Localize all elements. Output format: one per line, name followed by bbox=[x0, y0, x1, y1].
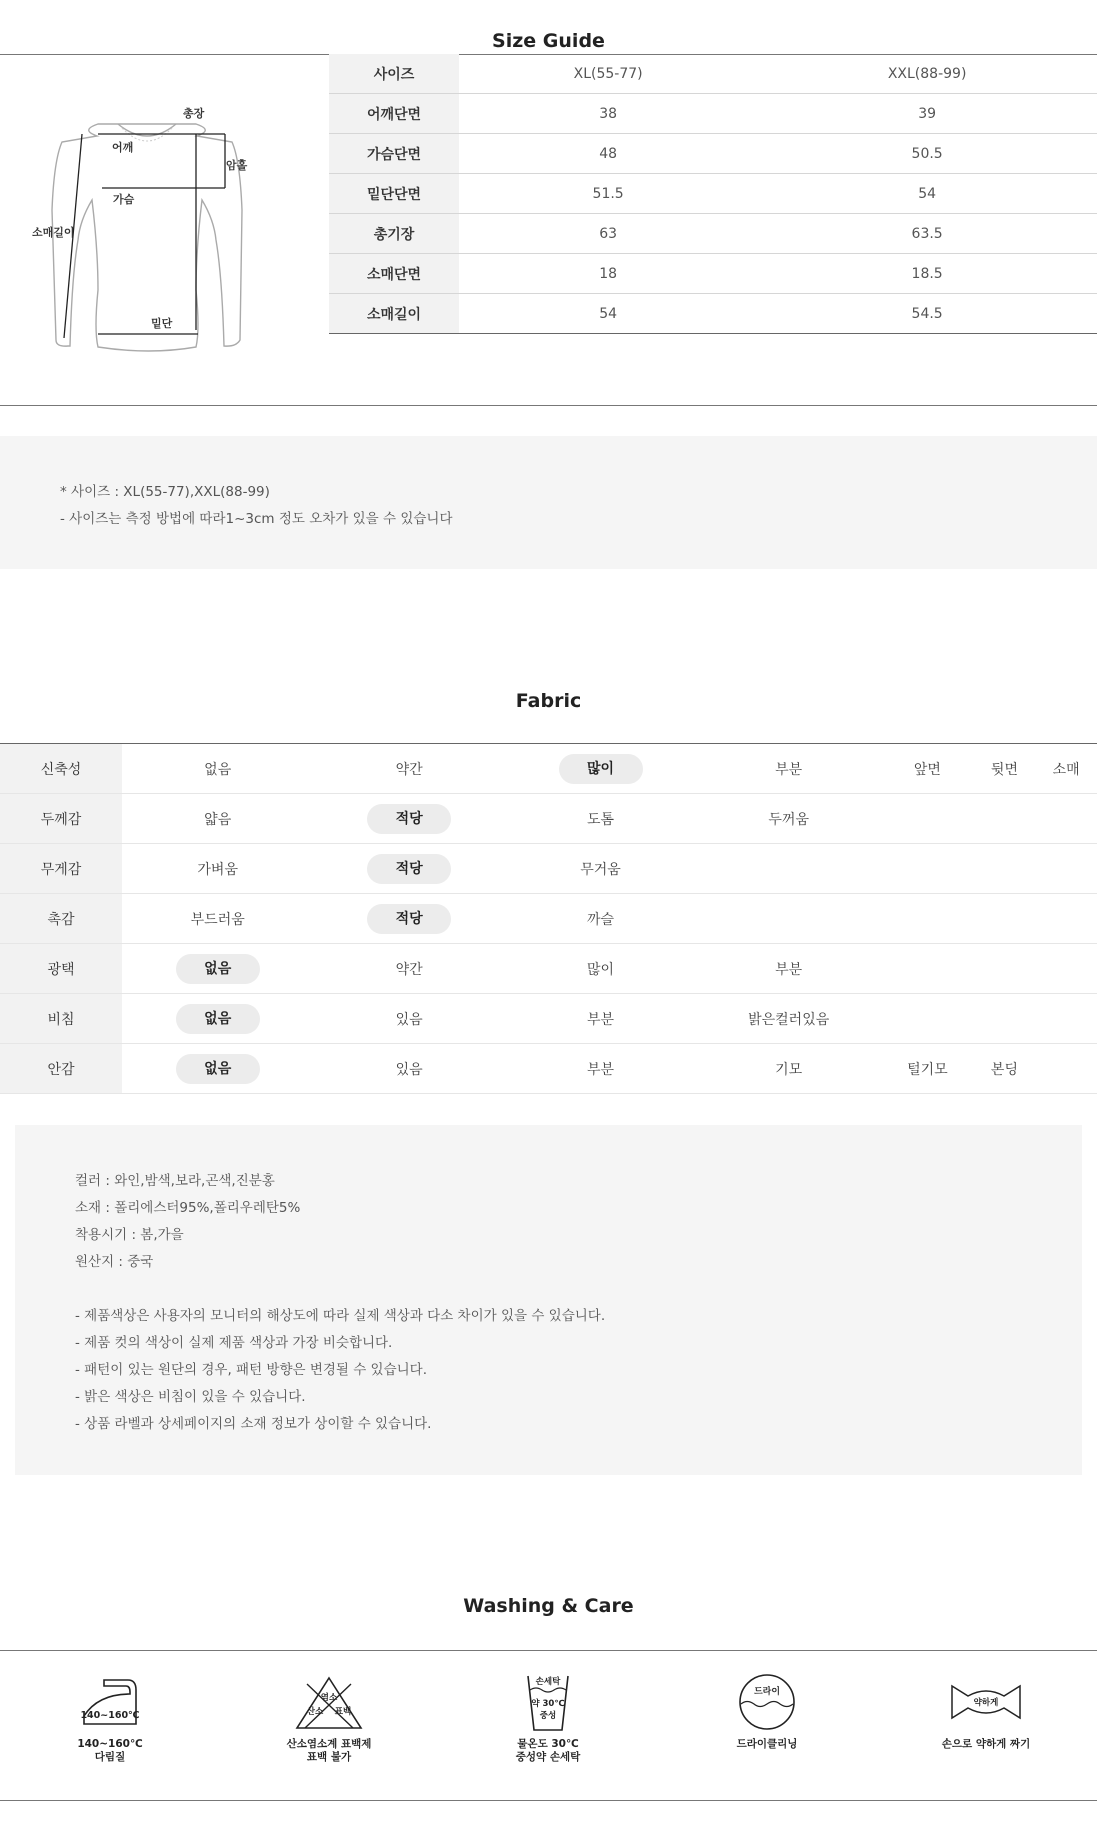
info-line: 원산지 : 중국 bbox=[75, 1254, 154, 1270]
table-row bbox=[329, 94, 1097, 134]
table-cell: 총기장 bbox=[329, 214, 459, 254]
disclaimer-line: - 상품 라벨과 상세페이지의 소재 정보가 상이할 수 있습니다. bbox=[75, 1416, 432, 1432]
fabric-option: 앞면 bbox=[881, 744, 973, 794]
fabric-option: 도톰 bbox=[505, 794, 696, 844]
fabric-option bbox=[974, 894, 1036, 944]
iron-icon bbox=[70, 1672, 150, 1732]
fabric-option bbox=[974, 794, 1036, 844]
fabric-option: 두꺼움 bbox=[696, 794, 881, 844]
selected-pill: 없음 bbox=[176, 1054, 260, 1084]
table-row bbox=[329, 294, 1097, 334]
fabric-option-selected bbox=[122, 1044, 313, 1094]
info-line: 소재 : 폴리에스터95%,폴리우레탄5% bbox=[75, 1200, 301, 1216]
size-guide-title: Size Guide bbox=[492, 30, 605, 52]
table-cell: 소매단면 bbox=[329, 254, 459, 294]
icon-text: 염소 bbox=[320, 1693, 338, 1703]
table-cell: 50.5 bbox=[757, 134, 1097, 174]
fabric-option: 약간 bbox=[313, 744, 504, 794]
dry-clean-icon bbox=[727, 1672, 807, 1732]
hand-wash-icon bbox=[508, 1672, 588, 1732]
table-cell: 39 bbox=[757, 94, 1097, 134]
fabric-option bbox=[881, 994, 973, 1044]
fabric-option bbox=[881, 944, 973, 994]
fabric-row-label: 안감 bbox=[0, 1044, 122, 1094]
fabric-row-label: 신축성 bbox=[0, 744, 122, 794]
fabric-option-selected bbox=[122, 994, 313, 1044]
fabric-option bbox=[974, 944, 1036, 994]
fabric-option: 많이 bbox=[505, 944, 696, 994]
care-item-dry-clean bbox=[667, 1672, 867, 1751]
fabric-option bbox=[1035, 844, 1097, 894]
divider bbox=[0, 1650, 1097, 1651]
fabric-row-label: 무게감 bbox=[0, 844, 122, 894]
fabric-option: 있음 bbox=[313, 994, 504, 1044]
care-label-line2: 표백 불가 bbox=[306, 1751, 352, 1763]
icon-text: 중성 bbox=[539, 1711, 557, 1721]
fabric-option: 부분 bbox=[505, 994, 696, 1044]
disclaimer-line: - 밝은 색상은 비침이 있을 수 있습니다. bbox=[75, 1389, 306, 1405]
fabric-option: 무거움 bbox=[505, 844, 696, 894]
fabric-option: 약간 bbox=[313, 944, 504, 994]
fabric-option-selected bbox=[313, 794, 504, 844]
care-label-line1: 드라이클리닝 bbox=[736, 1738, 798, 1750]
care-item-iron bbox=[10, 1672, 210, 1764]
fabric-row bbox=[0, 844, 1097, 894]
diagram-label-total-length: 총장 bbox=[183, 107, 205, 120]
size-table bbox=[329, 54, 1097, 334]
fabric-row-label: 두께감 bbox=[0, 794, 122, 844]
fabric-option-selected bbox=[505, 744, 696, 794]
iron-icon-text: 140~160℃ bbox=[80, 1710, 140, 1721]
size-notes-box bbox=[0, 436, 1097, 569]
table-header-row bbox=[329, 54, 1097, 94]
wring-gently-icon bbox=[946, 1672, 1026, 1732]
fabric-option: 부드러움 bbox=[122, 894, 313, 944]
table-header: XXL(88-99) bbox=[757, 54, 1097, 94]
care-label bbox=[886, 1738, 1086, 1751]
table-cell: 51.5 bbox=[459, 174, 757, 214]
fabric-row-label: 촉감 bbox=[0, 894, 122, 944]
fabric-option bbox=[696, 894, 881, 944]
table-cell: 38 bbox=[459, 94, 757, 134]
fabric-option bbox=[1035, 1044, 1097, 1094]
fabric-option bbox=[881, 794, 973, 844]
info-line: 컬러 : 와인,밤색,보라,곤색,진분홍 bbox=[75, 1173, 275, 1189]
table-row bbox=[329, 134, 1097, 174]
table-cell: 가슴단면 bbox=[329, 134, 459, 174]
care-item-hand-wash bbox=[448, 1672, 648, 1764]
selected-pill: 적당 bbox=[367, 904, 451, 934]
table-cell: 54 bbox=[757, 174, 1097, 214]
table-cell: 54 bbox=[459, 294, 757, 334]
fabric-option: 소매 bbox=[1035, 744, 1097, 794]
table-cell: 63.5 bbox=[757, 214, 1097, 254]
fabric-table bbox=[0, 743, 1097, 1094]
size-note: * 사이즈 : XL(55-77),XXL(88-99) bbox=[60, 484, 270, 500]
fabric-option: 뒷면 bbox=[974, 744, 1036, 794]
fabric-option bbox=[881, 844, 973, 894]
care-label bbox=[448, 1738, 648, 1764]
selected-pill: 없음 bbox=[176, 1004, 260, 1034]
selected-pill: 없음 bbox=[176, 954, 260, 984]
care-label-line1: 산소염소계 표백제 bbox=[286, 1738, 372, 1750]
table-header: XL(55-77) bbox=[459, 54, 757, 94]
fabric-row bbox=[0, 744, 1097, 794]
info-line: 착용시기 : 봄,가을 bbox=[75, 1227, 184, 1243]
icon-text: 산소 bbox=[306, 1707, 324, 1717]
fabric-option: 밝은컬러있음 bbox=[696, 994, 881, 1044]
fabric-option: 가벼움 bbox=[122, 844, 313, 894]
care-item-no-bleach bbox=[229, 1672, 429, 1764]
size-note: - 사이즈는 측정 방법에 따라1~3cm 정도 오차가 있을 수 있습니다 bbox=[60, 511, 453, 527]
table-cell: 어깨단면 bbox=[329, 94, 459, 134]
fabric-option: 까슬 bbox=[505, 894, 696, 944]
washing-title: Washing & Care bbox=[463, 1595, 634, 1617]
table-cell: 소매길이 bbox=[329, 294, 459, 334]
fabric-option bbox=[881, 894, 973, 944]
fabric-option: 부분 bbox=[696, 944, 881, 994]
care-label-line2: 중성약 손세탁 bbox=[515, 1751, 581, 1763]
table-header: 사이즈 bbox=[329, 54, 459, 94]
table-cell: 48 bbox=[459, 134, 757, 174]
fabric-option: 털기모 bbox=[881, 1044, 973, 1094]
fabric-row bbox=[0, 1044, 1097, 1094]
fabric-option: 본딩 bbox=[974, 1044, 1036, 1094]
care-label-line2: 다림질 bbox=[94, 1751, 126, 1763]
fabric-row bbox=[0, 794, 1097, 844]
table-cell: 밑단단면 bbox=[329, 174, 459, 214]
divider bbox=[0, 1800, 1097, 1801]
icon-text: 드라이 bbox=[753, 1687, 781, 1697]
table-row bbox=[329, 174, 1097, 214]
care-label-line1: 물온도 30℃ bbox=[517, 1738, 579, 1750]
selected-pill: 적당 bbox=[367, 854, 451, 884]
fabric-option: 얇음 bbox=[122, 794, 313, 844]
fabric-option bbox=[974, 994, 1036, 1044]
diagram-label-chest: 가슴 bbox=[113, 193, 135, 206]
fabric-row-label: 비침 bbox=[0, 994, 122, 1044]
fabric-title: Fabric bbox=[515, 690, 582, 712]
fabric-row bbox=[0, 944, 1097, 994]
fabric-option bbox=[1035, 944, 1097, 994]
table-cell: 54.5 bbox=[757, 294, 1097, 334]
fabric-option: 없음 bbox=[122, 744, 313, 794]
fabric-option: 있음 bbox=[313, 1044, 504, 1094]
fabric-row bbox=[0, 994, 1097, 1044]
fabric-option: 부분 bbox=[505, 1044, 696, 1094]
table-cell: 18 bbox=[459, 254, 757, 294]
fabric-option-selected bbox=[122, 944, 313, 994]
selected-pill: 많이 bbox=[559, 754, 643, 784]
icon-text: 손세탁 bbox=[535, 1677, 561, 1687]
selected-pill: 적당 bbox=[367, 804, 451, 834]
table-cell: 63 bbox=[459, 214, 757, 254]
icon-text: 약 30℃ bbox=[531, 1699, 565, 1709]
fabric-option-selected bbox=[313, 894, 504, 944]
disclaimer-line: - 제품 컷의 색상이 실제 제품 색상과 가장 비슷합니다. bbox=[75, 1335, 393, 1351]
fabric-option bbox=[696, 844, 881, 894]
disclaimer-line: - 패턴이 있는 원단의 경우, 패턴 방향은 변경될 수 있습니다. bbox=[75, 1362, 428, 1378]
diagram-label-shoulder: 어깨 bbox=[112, 141, 134, 154]
fabric-option bbox=[1035, 994, 1097, 1044]
diagram-label-sleeve-length: 소매길이 bbox=[32, 226, 75, 239]
care-label-line1: 140~160℃ bbox=[77, 1738, 143, 1750]
fabric-option bbox=[1035, 794, 1097, 844]
care-label bbox=[229, 1738, 429, 1764]
icon-text: 표백 bbox=[334, 1707, 352, 1717]
divider bbox=[0, 405, 1097, 406]
icon-text: 약하게 bbox=[973, 1698, 999, 1708]
diagram-label-armhole: 암홀 bbox=[226, 159, 248, 172]
fabric-option: 부분 bbox=[696, 744, 881, 794]
fabric-row-label: 광택 bbox=[0, 944, 122, 994]
fabric-option: 기모 bbox=[696, 1044, 881, 1094]
table-row bbox=[329, 214, 1097, 254]
disclaimer-line: - 제품색상은 사용자의 모니터의 해상도에 따라 실제 색상과 다소 차이가 있을 수 있습니다. bbox=[75, 1308, 606, 1324]
fabric-option bbox=[974, 844, 1036, 894]
table-row bbox=[329, 254, 1097, 294]
fabric-option bbox=[1035, 894, 1097, 944]
care-label bbox=[667, 1738, 867, 1751]
no-bleach-icon bbox=[289, 1672, 369, 1732]
table-cell: 18.5 bbox=[757, 254, 1097, 294]
fabric-option-selected bbox=[313, 844, 504, 894]
diagram-label-hem: 밑단 bbox=[151, 317, 173, 330]
care-item-wring bbox=[886, 1672, 1086, 1751]
care-label-line1: 손으로 약하게 짜기 bbox=[941, 1738, 1031, 1750]
fabric-row bbox=[0, 894, 1097, 944]
care-label bbox=[10, 1738, 210, 1764]
